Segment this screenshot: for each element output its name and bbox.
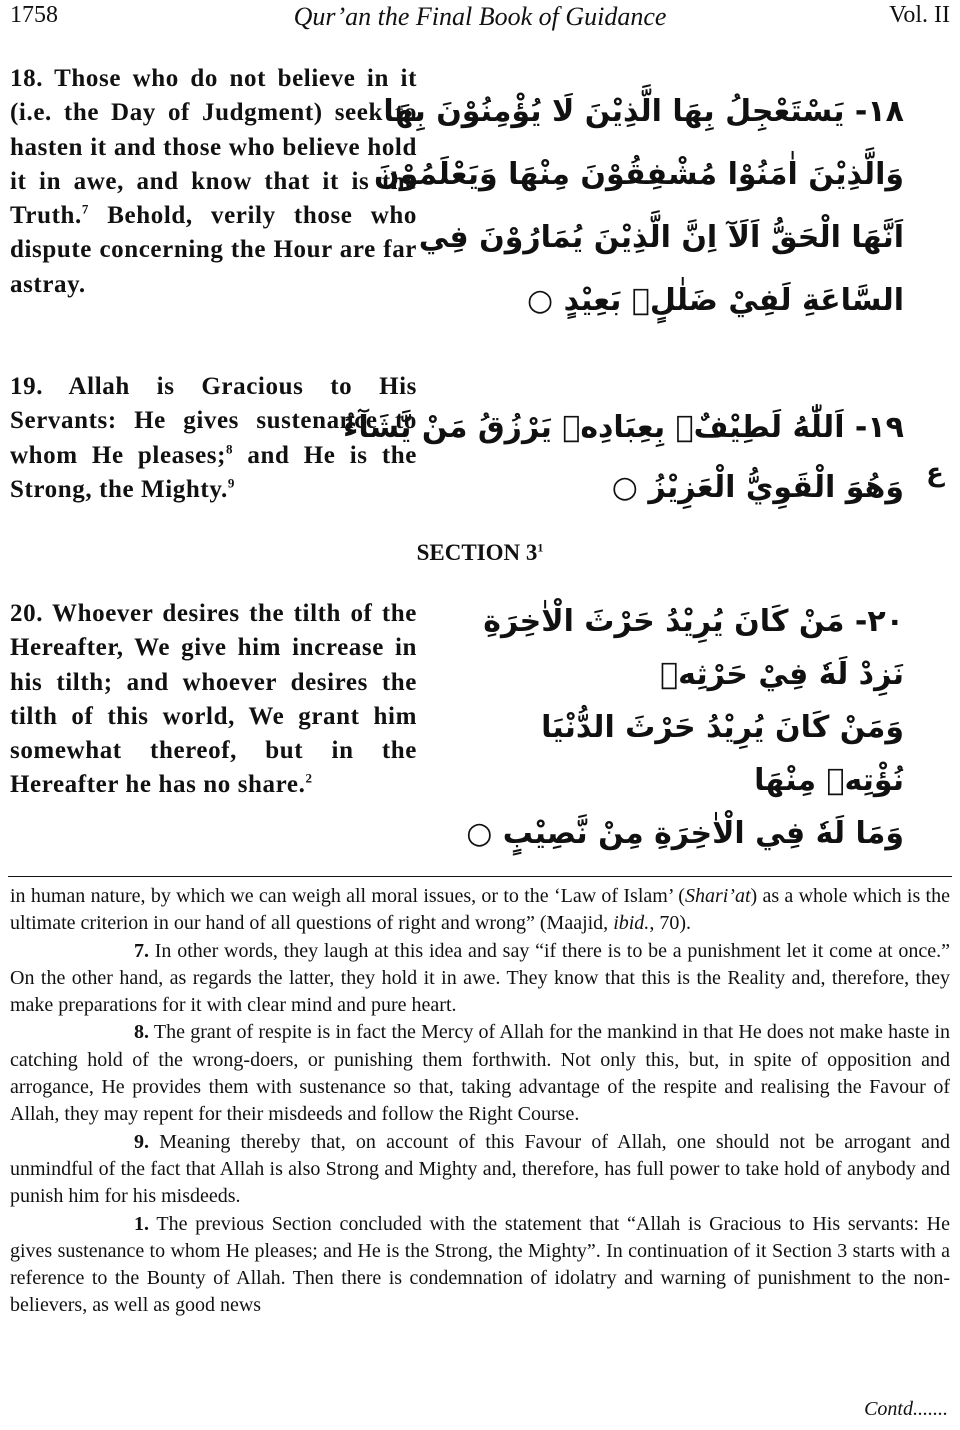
verse-18-english: 18. Those who do not believe in it (i.e. the Day of Judgment) seek to hasten it and those who believe hold it in awe, and know that it is the Truth.$^7$ Behold, verily those who dispute concerning the Hour are far astray. — [10, 65, 417, 298]
verse-20-english: 20. Whoever desires the tilth of the Hereafter, We give him increase in his tilth; and whoever desires the tilth of this world, We grant him somewhat thereof, but in the Hereafter he has no share.$^2$ — [10, 600, 417, 799]
footnote-1: 1. The previous Section concluded with the statement that “Allah is Gracious to His servants: He gives sustenance to whom He pleases; and He is the Strong, the Mighty”. In continuation of it Section 3 starts with a reference to the Bounty of Allah. Then there is condemnation of idolatry and warning of punishment to the non-believers, as well as good news — [10, 1212, 950, 1317]
footnotes — [10, 883, 950, 1320]
verse-18-arabic: ١٨- يَسْتَعْجِلُ بِهَا الَّذِيْنَ لَا يُؤْمِنُوْنَ بِهَا وَالَّذِيْنَ اٰمَنُوْا مُشْفِقُوْنَ مِنْهَا وَيَعْلَمُوْنَ اَنَّهَا الْحَقُّ اَلَآ اِنَّ الَّذِيْنَ يُمَارُوْنَ فِي السَّاعَةِ لَفِيْ ضَلٰلٍۢ بَعِيْدٍ ○ — [374, 94, 904, 318]
ruku-mark: ع — [926, 458, 944, 488]
verse-19-english: 19. Allah is Gracious to His Servants: He gives sustenance to whom He pleases;$^8$ and He is the Strong, the Mighty.$^9$ — [10, 373, 417, 503]
footnote-7: 7. In other words, they laugh at this idea and say “if there is to be a punishment let it come at once.” On the other hand, as regards the latter, they hold it in awe. They know that this is the Reality and, therefore, they make preparations for it with clear mind and pure heart. — [10, 939, 950, 1017]
volume-label: Vol. II — [889, 2, 950, 28]
footnote-ref-2: 2 — [305, 771, 313, 787]
verse-20-arabic: ٢٠- مَنْ كَانَ يُرِيْدُ حَرْثَ الْاٰخِرَةِ نَزِدْ لَهٗ فِيْ حَرْثِهٖ وَمَنْ كَانَ يُرِيْدُ حَرْثَ الدُّنْيَا نُؤْتِهٖ مِنْهَا وَمَا لَهٗ فِي الْاٰخِرَةِ مِنْ نَّصِيْبٍ ○ — [466, 604, 904, 851]
footnote-ref-9: 9 — [227, 475, 236, 491]
footnote-9: 9. Meaning thereby that, on account of this Favour of Allah, one should not be arrogant and unmindful of the fact that Allah is also Strong and Mighty and, therefore, has full power to take hold of anybody and punish him for his misdeeds. — [10, 1130, 951, 1208]
section-heading: SECTION $3^1$ — [416, 540, 544, 565]
footnote-ref-8: 8 — [226, 441, 234, 457]
footnote-continuation: in human nature, by which we can weigh all moral issues, or to the ‘Law of Islam’ (Shari’at) as a whole which is the ultimate criterion in our hand of all questions of right and wrong” (Maajid, ibid., 70). — [10, 885, 950, 935]
page-number: 1758 — [10, 2, 58, 28]
section-footnote-ref: 1 — [537, 540, 544, 555]
footnote-8: 8. The grant of respite is in fact the Mercy of Allah for the mankind in that He does not make haste in catching hold of the wrong-doers, or punishing them forthwith. Not only this, but, in spite of opposition and arrogance, He provides them with sustenance so that, taking advantage of the respite and realising the Favour of Allah, they may repent for their misdeeds and follow the Right Course. — [10, 1021, 951, 1126]
verse-19-arabic: ١٩- اَللّٰهُ لَطِيْفٌۢ بِعِبَادِهٖ يَرْزُقُ مَنْ يَّشَآءُ وَهُوَ الْقَوِيُّ الْعَزِيْزُ ○ — [343, 410, 904, 505]
continued-marker: Contd....... — [864, 1398, 948, 1420]
page-header — [10, 2, 950, 34]
running-title: Qur’an the Final Book of Guidance — [293, 2, 667, 31]
footnote-ref-7: 7 — [81, 201, 90, 217]
footnote-divider — [8, 876, 952, 877]
